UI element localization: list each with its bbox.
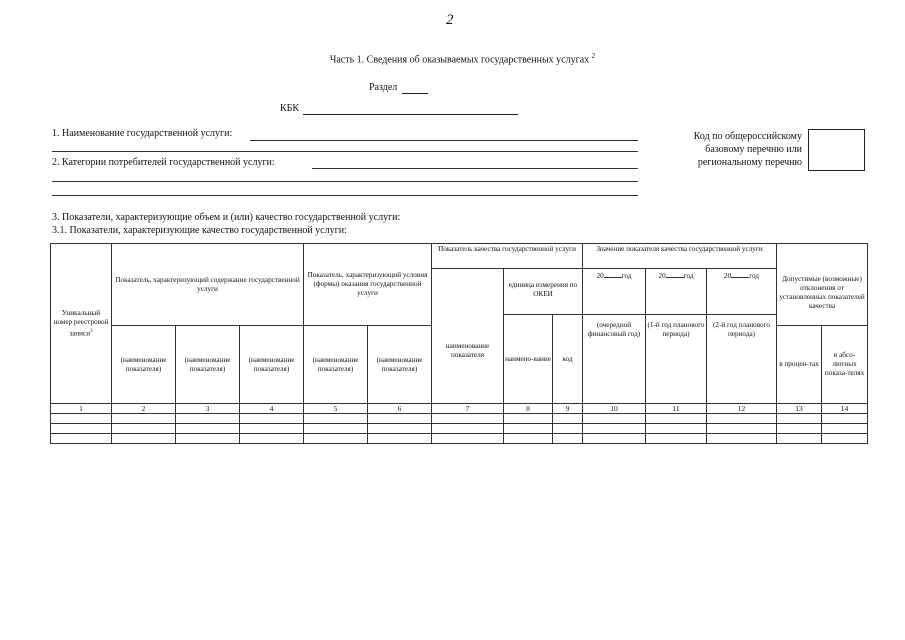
header-content-indicator: Показатель, характеризующий содержание государственной услуги [112,244,304,326]
table-cell[interactable] [51,434,112,444]
table-cell[interactable] [646,434,707,444]
header-indicator-name: наименование показателя [432,269,504,404]
table-cell[interactable] [583,434,646,444]
code-label: Код по общероссийскому базовому перечню или региональному перечню [693,131,802,168]
table-cell[interactable] [646,424,707,434]
table-cell[interactable] [822,434,868,444]
table-cell[interactable] [368,434,432,444]
table-cell[interactable] [112,424,176,434]
column-number: 8 [504,404,553,414]
code-box[interactable] [808,129,865,171]
header-name-col-6: (наименование показателя) [368,326,432,404]
table-cell[interactable] [504,424,553,434]
table-cell[interactable] [504,414,553,424]
column-number: 7 [432,404,504,414]
header-deviation-percent: в процен-тах [777,326,822,404]
consumer-categories-line-3[interactable] [52,195,638,196]
table-cell[interactable] [583,414,646,424]
kbk-label: КБК [280,103,300,114]
header-name-col-4: (наименование показателя) [240,326,304,404]
column-number: 11 [646,404,707,414]
header-year-3: 20 год [707,269,777,315]
header-year-3-desc: (2-й год планового периода) [707,315,777,404]
razdel-input-line[interactable] [402,93,428,94]
consumer-categories-line-1[interactable] [312,168,638,169]
header-year-2-desc: (1-й год планового периода) [646,315,707,404]
header-indicator-value: Значение показателя качества государственной услуги [583,244,777,269]
table-cell[interactable] [822,414,868,424]
header-unit-okei: единица измерения по ОКЕИ [504,269,583,315]
quality-indicators-table [50,243,868,444]
service-name-line-2[interactable] [52,151,638,152]
table-cell[interactable] [51,414,112,424]
table-cell[interactable] [304,434,368,444]
part-title-text: Часть 1. Сведения об оказываемых государственных услугах [329,54,590,66]
header-deviation-absolute: в абсо-лютных показа-телях [822,326,868,404]
column-number: 13 [777,404,822,414]
table-cell[interactable] [176,434,240,444]
table-cell[interactable] [707,424,777,434]
table-cell[interactable] [432,414,504,424]
table-cell[interactable] [176,414,240,424]
column-number: 2 [112,404,176,414]
table-cell[interactable] [240,424,304,434]
service-name-label: 1. Наименование государственной услуги: [52,128,233,139]
service-name-line-1[interactable] [250,140,638,141]
header-conditions-indicator: Показатель, характеризующий условия (формы) оказания государственной услуги [304,244,432,326]
table-cell[interactable] [583,424,646,434]
header-year-2: 20 год [646,269,707,315]
header-unit-code: код [553,315,583,404]
table-cell[interactable] [553,424,583,434]
header-unique-number: Уникальный номер реестровой записи$^3$ [51,244,112,404]
consumer-categories-label: 2. Категории потребителей государственной услуги: [52,157,275,168]
table-cell[interactable] [707,414,777,424]
header-year-1-desc: (очередной финансовый год) [583,315,646,404]
consumer-categories-line-2[interactable] [52,181,638,182]
table-cell[interactable] [777,424,822,434]
header-year-1: 20 год [583,269,646,315]
table-cell[interactable] [553,434,583,444]
table-cell[interactable] [646,414,707,424]
column-number: 3 [176,404,240,414]
table-cell[interactable] [368,424,432,434]
table-row[interactable] [51,434,868,444]
table-row[interactable] [51,424,868,434]
table-cell[interactable] [240,434,304,444]
column-number: 14 [822,404,868,414]
section-3-label: 3. Показатели, характеризующие объем и (или) качество государственной услуги: [52,212,401,223]
table-cell[interactable] [304,424,368,434]
page-number: 2 [446,12,454,28]
table-cell[interactable] [504,434,553,444]
header-name-col-5: (наименование показателя) [304,326,368,404]
table-cell[interactable] [822,424,868,434]
column-number: 1 [51,404,112,414]
table-cell[interactable] [176,424,240,434]
column-number: 10 [583,404,646,414]
column-number: 5 [304,404,368,414]
column-number-row [51,404,868,414]
kbk-input-line[interactable] [303,114,518,115]
table-cell[interactable] [240,414,304,424]
table-cell[interactable] [777,414,822,424]
table-cell[interactable] [368,414,432,424]
header-allowed-deviation: Допустимые (возможные) отклонения от установленных показателей качества [777,244,868,326]
table-cell[interactable] [432,424,504,434]
table-row[interactable] [51,414,868,424]
table-cell[interactable] [553,414,583,424]
part-title [0,52,905,65]
table-cell[interactable] [707,434,777,444]
column-number: 12 [707,404,777,414]
column-number: 9 [553,404,583,414]
table-cell[interactable] [777,434,822,444]
table-cell[interactable] [112,434,176,444]
header-name-col-3: (наименование показателя) [176,326,240,404]
part-title-footnote: 2 [591,52,596,60]
razdel-label: Раздел [369,82,398,93]
table-cell[interactable] [112,414,176,424]
table-cell[interactable] [432,434,504,444]
column-number: 4 [240,404,304,414]
header-quality-indicator: Показатель качества государственной услуги [432,244,583,269]
column-number: 6 [368,404,432,414]
header-name-col-2: (наименование показателя) [112,326,176,404]
header-unit-name: наимено-вание [504,315,553,404]
table-cell[interactable] [304,414,368,424]
section-3-1-label: 3.1. Показатели, характеризующие качество государственной услуги: [52,225,347,236]
table-cell[interactable] [51,424,112,434]
